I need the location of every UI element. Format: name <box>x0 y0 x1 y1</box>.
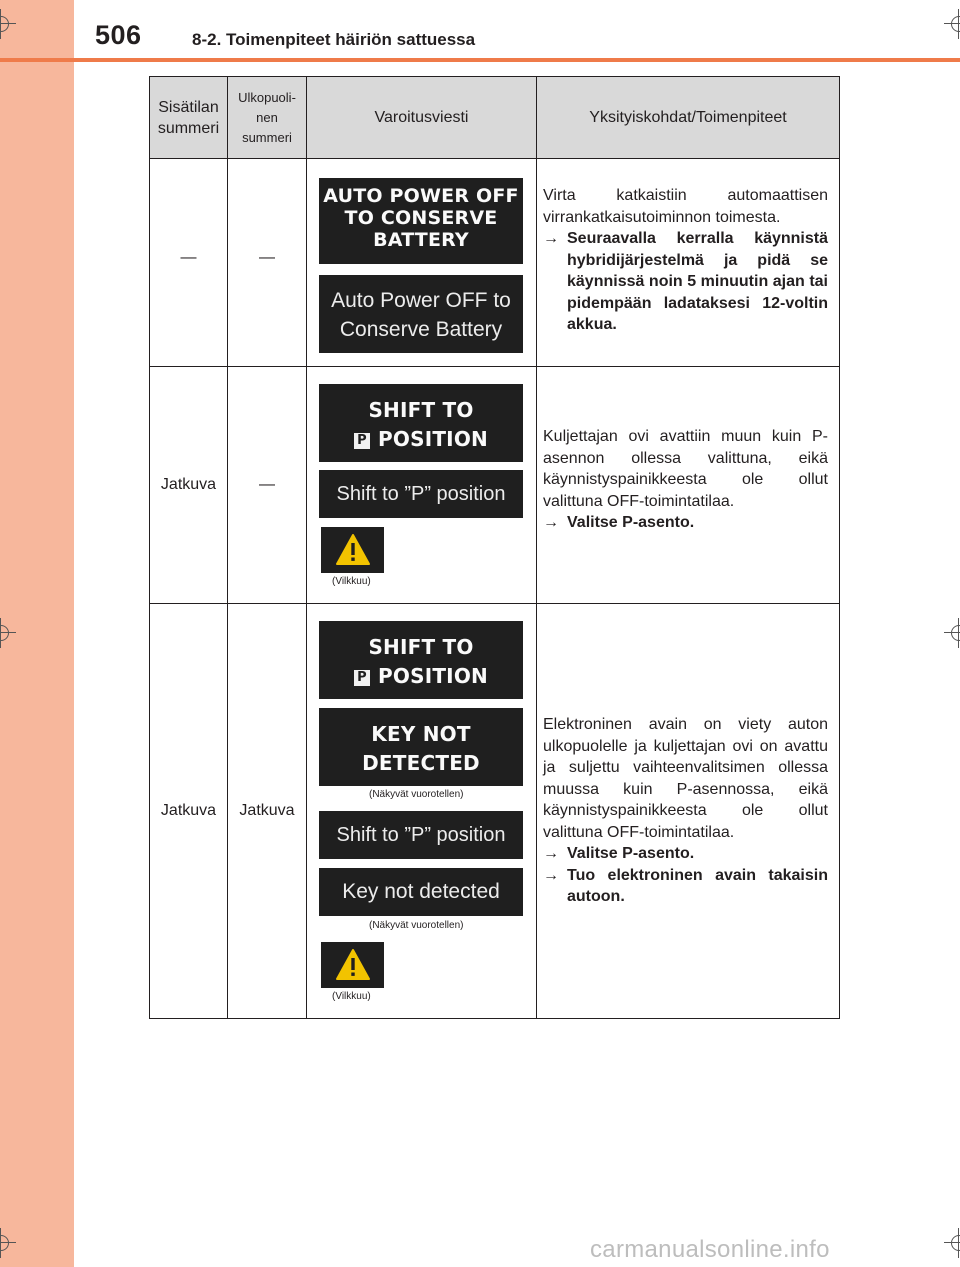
p-position-icon: P <box>354 433 370 449</box>
row2-details: Kuljettajan ovi avattiin muun kuin P-asennon ollessa valittuna, eikä käynnistyspainikkeesta ole ollut valittuna OFF-toimintatilaa. → Valitse P-asento. <box>537 367 840 604</box>
row1-message-cell <box>307 159 537 367</box>
display-auto-power-off-old: AUTO POWER OFF TO CONSERVE BATTERY <box>319 178 523 264</box>
row2-message-cell <box>307 367 537 604</box>
table-row <box>150 604 840 1019</box>
header-warning-message: Varoitusviesti <box>307 77 537 159</box>
header-details-actions: Yksityiskohdat/Toimenpiteet <box>537 77 840 159</box>
arrow-icon: → <box>543 845 559 863</box>
table-header-row <box>150 77 840 159</box>
row3-details: Elektroninen avain on viety auton ulkopuolelle ja kuljettajan ovi on avattu ja suljettu vaihteenvalitsimen ollessa muussa kuin P-asennossa, eikä käynnistyspainikkeesta ole ollut valittuna OFF-toimintatilaa. → Valitse P-asento. → Tuo elektroninen avain takaisin autoon. <box>537 604 840 1019</box>
arrow-icon: → <box>543 514 559 532</box>
registration-mark-bottom-left <box>0 1228 16 1258</box>
alternating-caption: (Näkyvät vuorotellen) <box>369 789 464 800</box>
blinking-caption: (Vilkkuu) <box>332 576 371 587</box>
warning-display <box>321 527 384 573</box>
table-row <box>150 159 840 367</box>
row2-exterior-buzzer: — <box>228 367 307 604</box>
registration-mark-bottom-right <box>944 1228 960 1258</box>
page-number: 506 <box>95 20 142 50</box>
header-exterior-buzzer: Ulkopuoli- nen summeri <box>228 77 307 159</box>
row3-interior-buzzer: Jatkuva <box>150 604 228 1019</box>
table-row <box>150 367 840 604</box>
registration-mark-mid-right <box>944 618 960 648</box>
row3-message-cell <box>307 604 537 1019</box>
row2-interior-buzzer: Jatkuva <box>150 367 228 604</box>
registration-mark-top-right <box>944 9 960 39</box>
registration-mark-top-left <box>0 9 16 39</box>
row1-exterior-buzzer: — <box>228 159 307 367</box>
watermark: carmanualsonline.info <box>590 1236 830 1263</box>
warning-message-table <box>149 76 840 1019</box>
p-position-icon: P <box>354 670 370 686</box>
display-shift-to-p-old: SHIFT TO P POSITION <box>319 621 523 699</box>
header-interior-buzzer: Sisätilan summeri <box>150 77 228 159</box>
section-title: 8-2. Toimenpiteet häiriön sattuessa <box>192 30 476 49</box>
warning-triangle-icon <box>335 948 371 981</box>
display-shift-to-p-old: SHIFT TO P POSITION <box>319 384 523 462</box>
row1-interior-buzzer: — <box>150 159 228 367</box>
warning-triangle-icon <box>335 533 371 566</box>
arrow-icon: → <box>543 230 559 247</box>
display-shift-to-p-new: Shift to ”P” position <box>319 811 523 859</box>
display-key-not-detected-new: Key not detected <box>319 868 523 916</box>
display-auto-power-off-new: Auto Power OFF to Conserve Battery <box>319 275 523 353</box>
arrow-icon: → <box>543 866 559 884</box>
blinking-caption: (Vilkkuu) <box>332 991 371 1002</box>
alternating-caption: (Näkyvät vuorotellen) <box>369 920 464 931</box>
row3-exterior-buzzer: Jatkuva <box>228 604 307 1019</box>
display-key-not-detected-old: KEY NOT DETECTED <box>319 708 523 786</box>
row1-details: Virta katkaistiin automaattisen virrankatkaisutoiminnon toimesta. → Seuraavalla kerralla käynnistä hybridijärjestelmä ja pidä se käynnissä noin 5 minuutin ajan tai pidempään ladataksesi 12-voltin akkua. <box>537 159 840 367</box>
registration-mark-mid-left <box>0 618 16 648</box>
header-rule <box>0 58 960 62</box>
display-shift-to-p-new: Shift to ”P” position <box>319 470 523 518</box>
warning-display <box>321 942 384 988</box>
